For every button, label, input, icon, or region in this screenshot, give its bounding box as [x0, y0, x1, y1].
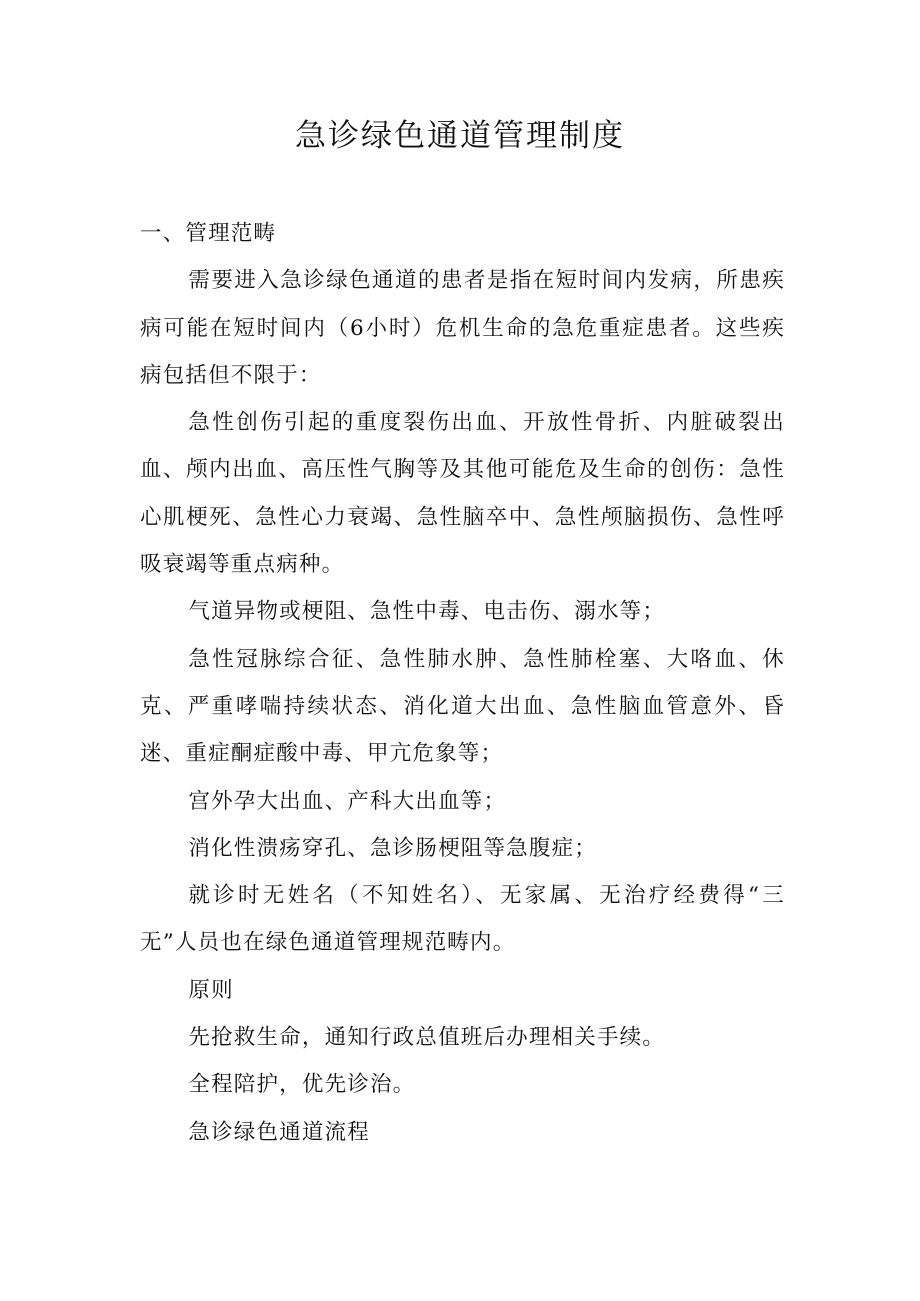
paragraph-airway-poisoning: 气道异物或梗阻、急性中毒、电击伤、溺水等； — [188, 599, 666, 625]
paragraph-three-no-patients: 就诊时无姓名（不知姓名）、无家属、无治疗经费得“三无”人员也在绿色通道管理规范畴内。 — [140, 883, 785, 956]
document-title: 急诊绿色通道管理制度 — [295, 118, 625, 154]
document-body — [140, 210, 785, 1156]
paragraph-process-heading: 急诊绿色通道流程 — [188, 1119, 370, 1145]
paragraph-obstetric-bleeding: 宫外孕大出血、产科大出血等； — [188, 788, 507, 814]
paragraph-cardiopulmonary-emergencies: 急性冠脉综合征、急性肺水肿、急性肺栓塞、大咯血、休克、严重哮喘持续状态、消化道大出血、急性脑血管意外、昏迷、重症酮症酸中毒、甲亢危象等； — [140, 646, 785, 767]
paragraph-green-channel-definition: 需要进入急诊绿色通道的患者是指在短时间内发病，所患疾病可能在短时间内（6小时）危机生命的急危重症患者。这些疾病包括但不限于： — [140, 268, 785, 388]
paragraph-acute-abdomen: 消化性溃疡穿孔、急诊肠梗阻等急腹症； — [188, 835, 597, 861]
paragraph-trauma-and-critical-diseases: 急性创伤引起的重度裂伤出血、开放性骨折、内脏破裂出血、颅内出血、高压性气胸等及其他可能危及生命的创伤：急性心肌梗死、急性心力衰竭、急性脑卒中、急性颅脑损伤、急性呼吸衰竭等重点病种。 — [140, 410, 785, 578]
section-heading: 一、管理范畴 — [140, 221, 277, 246]
paragraph-principle-save-life: 先抢救生命，通知行政总值班后办理相关手续。 — [188, 1025, 666, 1051]
paragraph-principle-escort: 全程陪护，优先诊治。 — [188, 1072, 416, 1098]
paragraph-principles-heading: 原则 — [188, 977, 234, 1003]
